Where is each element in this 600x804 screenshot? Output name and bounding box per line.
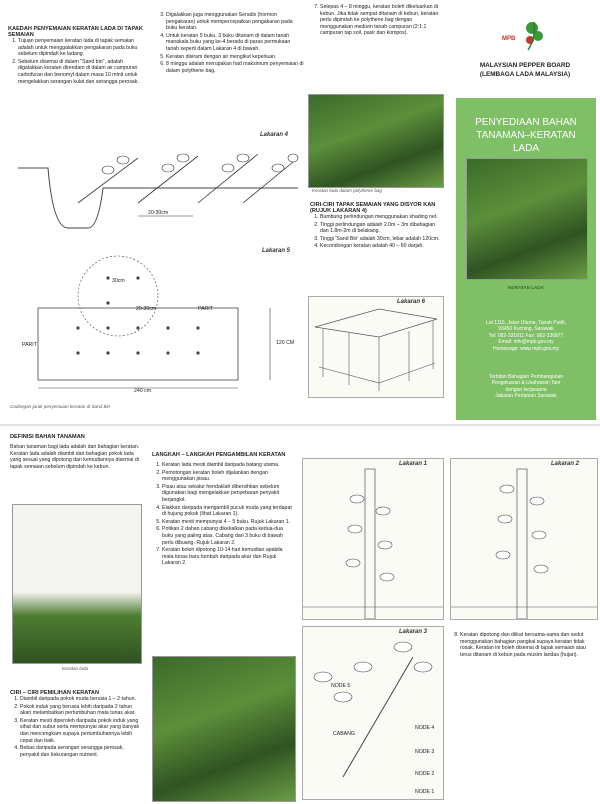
list-item: 1. Tujuan penyemaian keratan lada di tapak semaian adalah untuk menggalakkan pengakaran pada buku sebelum dipindah ke ladang.: [18, 38, 148, 58]
lakaran-4-label: Lakaran 4: [260, 132, 289, 138]
top-left-column: [8, 26, 148, 86]
list-item: 4. Bebas daripada serangan serangga perosak, penyakit dan kekurangan nutrient.: [20, 745, 144, 758]
cover-photo-caption: KERATAN LADA: [508, 286, 544, 291]
lakaran-5-label: Lakaran 5: [262, 248, 291, 254]
seeding-method-heading: KAEDAH PENYEMAIAN KERATAN LADA DI TAPAK SEMAIAN: [8, 26, 143, 38]
list-item: 4. Untuk keratan 5 buku, 3 buku ditanam di dalam tanah manakala buku yang ke-4 berada di paras permukaan tanah seperti dalam Lakaran 4 di bawah.: [166, 33, 304, 53]
parit-left-label: PARIT: [22, 342, 37, 348]
lakaran-3-sketch: [302, 626, 444, 800]
nursery-features-heading: CIRI-CIRI TAPAK SEMAIAN YANG DISYOR KAN (RUJUK LAKARAN 4): [310, 202, 436, 214]
cutting-photo: [12, 504, 142, 664]
homepage-line: Homepage: www.mpb.gov.my: [492, 345, 560, 352]
top-right-column: [310, 4, 444, 38]
address-block: [464, 320, 588, 352]
list-item: 1. Diambil daripada pokok muda berusia 1 – 2 tahun.: [20, 696, 144, 703]
mpb-logo: [500, 18, 550, 54]
list-item: 2. Pemotongan keratan boleh dijalankan dengan menggunakan pisau.: [162, 470, 294, 483]
vine-on-post-drawing: [303, 459, 443, 619]
list-item: 7. Selepas 4 – 8 minggu, keratan boleh dikeluarkan di kebun. Jika tidak sempat ditanam di kebun, keratan perlu dipindah ke polythene bag dengan menggunakan medium tanah campuran (2:1:1 campuran tap soil, pasir dan kompos).: [320, 4, 444, 37]
list-item: 6. 8 minggu adalah merupakan had maksimum penyemaian di dalam polythene bag.: [166, 61, 304, 74]
dim-240: 240 cm: [134, 388, 152, 394]
logo-text: MPB: [502, 36, 516, 42]
lakaran-5-diagram: [8, 248, 304, 398]
cutting-note: [450, 632, 596, 659]
lakaran-1-sketch: [302, 458, 444, 620]
list-item: 3. Keratan mesti diperoleh daripada pokok induk yang sihat dan subur serta mempunyai akar yang banyak dan mencengkam supaya pertumbuhannya lebih cepat dan baik.: [20, 718, 144, 744]
lakaran-5-sketch: [8, 248, 304, 398]
list-item: 4. Elakkan daripada mengambil pucuk muda yang terdapat di hujung pokok (lihat Lakaran 1).: [162, 505, 294, 518]
transfer-list: [310, 4, 444, 37]
address-line: Tel: 082-331811 Fax: 082-336877: [488, 332, 564, 339]
lakaran-4-diagram: [8, 128, 304, 246]
lakaran-2-sketch: [450, 458, 598, 620]
cabang-label: CABANG: [333, 731, 355, 737]
node-1-label: NODE 1: [415, 789, 435, 795]
lakaran-4-sketch: [8, 128, 304, 246]
address-line: 93450 Kuching, Sarawak: [498, 326, 554, 333]
list-item: 1. Keratan lada mesti diambil daripada batang utama.: [162, 462, 294, 469]
note-list: [450, 632, 596, 658]
list-item: 5. Keratan disiram dengan air mengikut keperluan.: [166, 54, 304, 61]
org-name: MALAYSIAN PEPPER BOARD: [479, 62, 571, 69]
seeding-steps-list: [156, 12, 304, 74]
dim-120: 120 CM: [276, 340, 295, 346]
cover-green-panel: [456, 98, 596, 420]
cover-panel: [450, 0, 600, 420]
list-item: 2. Pokok induk yang berusia lebih daripada 2 tahun akan melambatkan pertumbuhan mata tunas akar.: [20, 704, 144, 717]
publisher-line: Pengeluaran & Usahawan Tani: [491, 380, 561, 387]
address-line: Lot 1115, Jalan Utama, Tanah Putih,: [485, 320, 567, 326]
parit-label: PARIT: [198, 306, 213, 312]
list-item: 2. Sebelum disemai di dalam "Sand bin", adalah digalakkan keratan direndam di dalam air campuran carbofuran dan benomyl dalam masa 10 minit untuk mengelakkan serangan kulat dan serangga perosak.: [18, 59, 148, 85]
cutting-photo-caption: Keratan lada: [62, 666, 89, 671]
shade-house-drawing: [309, 297, 443, 397]
list-item: 2. Tinggi perlindungan adalah 2.0m – 3m dibahagian dan 1.8m-2m di belakang.: [320, 222, 444, 235]
list-item: 7. Keratan boleh dipotong 10-14 hari kemudian apabila mata tunas baru tumbuh daripada akar dan Rujuk Lakaran 2.: [162, 547, 294, 567]
steps-list: [152, 462, 294, 567]
selection-section: [10, 690, 144, 759]
node-3-label: NODE 3: [415, 749, 435, 755]
node-2-label: NODE 2: [415, 771, 435, 777]
lakaran-2-label: Lakaran 2: [551, 461, 580, 467]
publisher-block: [464, 374, 588, 400]
list-item: 6. Potikan 2 dahan cabang dikekalkan pada kedua-dua buku yang paling atas. Cabang dari 3 buku di bawah perlu dibuang. Rujuk Lakaran 2.: [162, 526, 294, 546]
polythene-bag-photo: [308, 94, 444, 188]
node-5-label: NODE 5: [331, 683, 351, 689]
lakaran-1-label: Lakaran 1: [399, 461, 428, 467]
nursery-features-list: [310, 214, 444, 250]
list-item: 3. Tinggi 'Sand Bin' adalah 30cm, lebar adalah 120cm.: [320, 236, 444, 243]
measure-label: 20-30cm: [148, 210, 169, 216]
list-item: 3. Digalakkan juga menggunakan Seradix (hormon pengakaran) untuk mempercepatkan pengakaran pada buku keratan.: [166, 12, 304, 32]
lakaran-3-label: Lakaran 3: [399, 629, 428, 635]
bottom-left-column: [10, 434, 144, 470]
page-divider: [0, 424, 600, 426]
cut-vine-drawing: [451, 459, 597, 619]
dim-30cm: 30cm: [112, 278, 125, 284]
bottom-mid-column: [152, 452, 294, 568]
definition-paragraph: Bahan tanaman bagi lada adalah dari bahagian keratan. Keratan lada adalah diambil dari bahagian pokok lada yang sesuai yang dipotong dan kemudiannya disemai di tapak semaian sebelum dipindah ke kebun.: [10, 444, 140, 470]
lakaran-6-sketch: [308, 296, 444, 398]
list-item: 3. Pisau atau sekatur hendaklah dibersihkan sebelum digunakan bagi mengelakkan penyebaran penyakit berjangkit.: [162, 484, 294, 504]
selection-list: [10, 696, 144, 758]
dim-20-30: 20-30cm: [136, 306, 157, 312]
org-name-local: (LEMBAGA LADA MALAYSIA): [479, 71, 571, 78]
list-item: 4. Kecondongan keratan adalah 40 – 60 darjah.: [320, 243, 444, 250]
cover-title: PENYEDIAAN BAHAN TANAMAN–KERATAN LADA: [475, 117, 577, 154]
polythene-photo-caption: Keratan lada dalam polythene bag: [312, 188, 382, 193]
email-line: Email: info@mpb.gov.my: [498, 339, 554, 346]
publisher-line: dengan kerjasama: [505, 386, 547, 393]
publisher-line: Jabatan Pertanian Sarawak: [495, 393, 557, 400]
node-4-label: NODE 4: [415, 725, 435, 731]
definition-heading: DEFINISI BAHAN TANAMAN: [10, 434, 85, 440]
cutting-process-photo: [152, 656, 296, 802]
sand-bin-caption: Cadangan jarak penyemaian keratan di Sand Bin: [10, 404, 111, 409]
lakaran-6-label: Lakaran 6: [397, 299, 426, 305]
cover-photo: [466, 158, 588, 280]
publisher-line: Terbitan Bahagian Pembangunan: [488, 374, 564, 380]
list-item: 8. Keratan dipotong dan diikat bersama-sama dan sedut menggunakan bahagian pangkal supaya keratan tidak rosak. Keratan ini boleh disemai di tapak semaian atau terus ditanam di kebun pada musim landas (hujan).: [460, 632, 596, 658]
selection-heading: CIRI – CIRI PEMILIHAN KERATAN: [10, 690, 99, 696]
seeding-method-list: [8, 38, 148, 85]
steps-heading: LANGKAH – LANGKAH PENGAMBILAN KERATAN: [152, 452, 286, 458]
top-mid-column: [156, 12, 304, 75]
nursery-features: [310, 202, 444, 251]
list-item: 5. Keratan mesti mempunyai 4 – 5 buku. Rujuk Lakaran 1.: [162, 519, 294, 526]
list-item: 1. Bumbung perlindungan menggunakan shading net.: [320, 214, 444, 221]
